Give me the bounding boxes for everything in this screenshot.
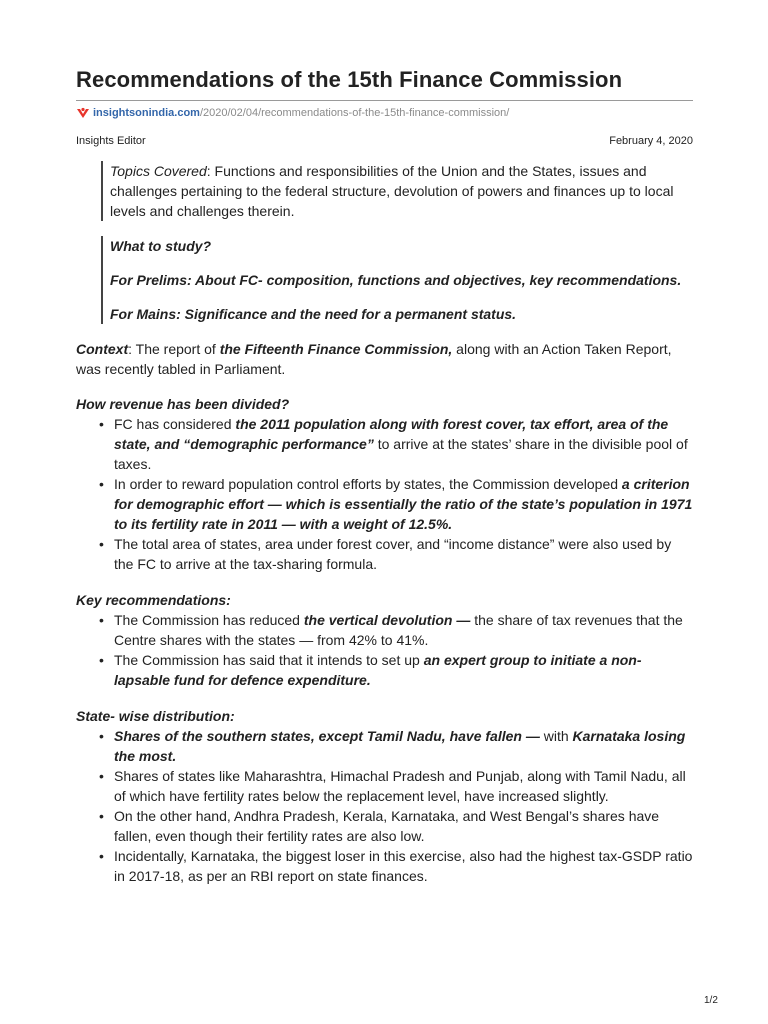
list-item-bold: the 2011 population along with forest cover, tax effort, area of the state, and “demographic performance” — [114, 416, 669, 452]
context-label: Context — [76, 341, 129, 357]
key-recommendations-list — [76, 610, 693, 690]
article-meta — [76, 134, 693, 148]
list-item — [114, 766, 693, 806]
context-text-1: : The report of — [128, 341, 220, 357]
context-text-2: along with an Action Taken Report, was recently tabled in Parliament. — [76, 341, 672, 377]
topics-sep: : — [206, 163, 215, 179]
list-item-text: The total area of states, area under forest cover, and “income distance” were also used by the FC to arrive at the tax-sharing formula. — [114, 536, 672, 572]
list-item — [114, 846, 693, 886]
list-item-text: FC has considered — [114, 416, 236, 432]
list-item-text: Shares of states like Maharashtra, Himachal Pradesh and Punjab, along with Tamil Nadu, all of which have fertility rates below the replacement level, have increased slightly. — [114, 768, 686, 804]
what-to-study-block — [101, 236, 693, 324]
list-item-text: Incidentally, Karnataka, the biggest loser in this exercise, also had the highest tax-GSDP ratio in 2017-18, as per an RBI report on state finances. — [114, 848, 693, 884]
list-item — [114, 610, 693, 650]
what-to-study-heading: What to study? — [110, 238, 212, 254]
page-number: 1/2 — [704, 995, 718, 1006]
source-domain[interactable]: insightsonindia.com — [93, 107, 200, 119]
publish-date: February 4, 2020 — [609, 135, 693, 147]
prelims-note: For Prelims: About FC- composition, functions and objectives, key recommendations. — [110, 272, 682, 288]
title-divider — [76, 100, 693, 101]
document-page — [76, 0, 693, 886]
revenue-heading: How revenue has been divided? — [76, 396, 290, 412]
list-item — [114, 650, 693, 690]
list-item-text: The Commission has said that it intends to set up — [114, 652, 424, 668]
list-item-bold: Shares of the southern states, except Tamil Nadu, have fallen — — [114, 728, 540, 744]
list-item — [114, 534, 693, 574]
list-item-text: the share of tax revenues that the Centre shares with the states — from 42% to 41%. — [114, 612, 683, 648]
list-item-bold: a criterion for demographic effort — which is essentially the ratio of the state’s population in 1971 to its fertility rate in 2011 — with a weight of 12.5%. — [114, 476, 693, 532]
list-item-bold: Karnataka losing the most. — [114, 728, 686, 764]
author: Insights Editor — [76, 135, 146, 147]
page-title: Recommendations of the 15th Finance Commission — [76, 67, 623, 92]
context-paragraph — [76, 339, 693, 379]
topics-text: Functions and responsibilities of the Union and the States, issues and challenges pertaining to the federal structure, devolution of powers and finances up to local levels and challenges therein. — [110, 163, 674, 219]
list-item — [114, 806, 693, 846]
state-wise-heading: State- wise distribution: — [76, 708, 235, 724]
list-item-bold: an expert group to initiate a non-lapsable fund for defence expenditure. — [114, 652, 642, 688]
list-item-text: to arrive at the states’ share in the divisible pool of taxes. — [114, 436, 688, 472]
list-item-bold: the vertical devolution — — [303, 612, 471, 628]
source-path[interactable]: /2020/02/04/recommendations-of-the-15th-finance-commission/ — [199, 107, 510, 119]
context-bold: the Fifteenth Finance Commission, — [219, 341, 453, 357]
mains-note: For Mains: Significance and the need for a permanent status. — [110, 306, 517, 322]
list-item-text: In order to reward population control efforts by states, the Commission developed — [114, 476, 622, 492]
key-recommendations-heading: Key recommendations: — [76, 592, 231, 608]
state-wise-list — [76, 726, 693, 886]
list-item-text: with — [539, 728, 573, 744]
list-item — [114, 414, 693, 474]
list-item — [114, 726, 693, 766]
list-item-text: The Commission has reduced — [114, 612, 304, 628]
list-item — [114, 474, 693, 534]
revenue-list — [76, 414, 693, 574]
source-url[interactable] — [76, 106, 693, 120]
list-item-text: On the other hand, Andhra Pradesh, Kerala, Karnataka, and West Bengal’s shares have fallen, even though their fertility rates are also low. — [114, 808, 660, 844]
insights-logo-icon — [76, 107, 90, 119]
topics-label: Topics Covered — [110, 163, 207, 179]
topics-covered-block — [101, 161, 693, 221]
